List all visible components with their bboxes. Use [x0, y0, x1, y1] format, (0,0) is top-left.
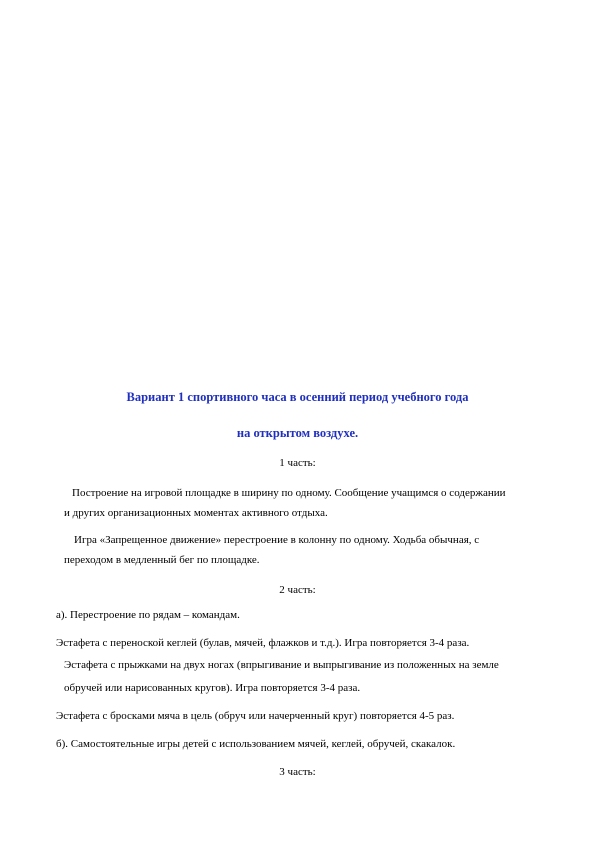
part2-relay3: Эстафета с бросками мяча в цель (обруч или начерченный круг) повторяется 4-5 раз. [56, 710, 455, 722]
part1-paragraph1-line2: и других организационных моментах активного отдыха. [64, 507, 328, 519]
part2-heading: 2 часть: [279, 584, 316, 596]
part1-paragraph1-line1: Построение на игровой площадке в ширину по одному. Сообщение учащимся о содержании [72, 487, 506, 499]
part2-item-b: б). Самостоятельные игры детей с использованием мячей, кеглей, обручей, скакалок. [56, 738, 456, 750]
part2-relay2-line2: обручей или нарисованных кругов). Игра повторяется 3-4 раза. [64, 682, 361, 694]
document-title-line-1: Вариант 1 спортивного часа в осенний период учебного года [126, 390, 469, 404]
part2-item-a: а). Перестроение по рядам – командам. [56, 609, 240, 621]
part1-heading: 1 часть: [279, 457, 316, 469]
part3-heading: 3 часть: [279, 766, 316, 778]
part1-paragraph2-line2: переходом в медленный бег по площадке. [64, 554, 260, 566]
part2-relay2-line1: Эстафета с прыжками на двух ногах (впрыгивание и выпрыгивание из положенных на земле [64, 659, 499, 671]
part2-relay1: Эстафета с переноской кеглей (булав, мячей, флажков и т.д.). Игра повторяется 3-4 раза. [56, 637, 470, 649]
document-title-line-2: на открытом воздухе. [236, 426, 359, 440]
part1-paragraph2-line1: Игра «Запрещенное движение» перестроение в колонну по одному. Ходьба обычная, с [74, 534, 480, 546]
